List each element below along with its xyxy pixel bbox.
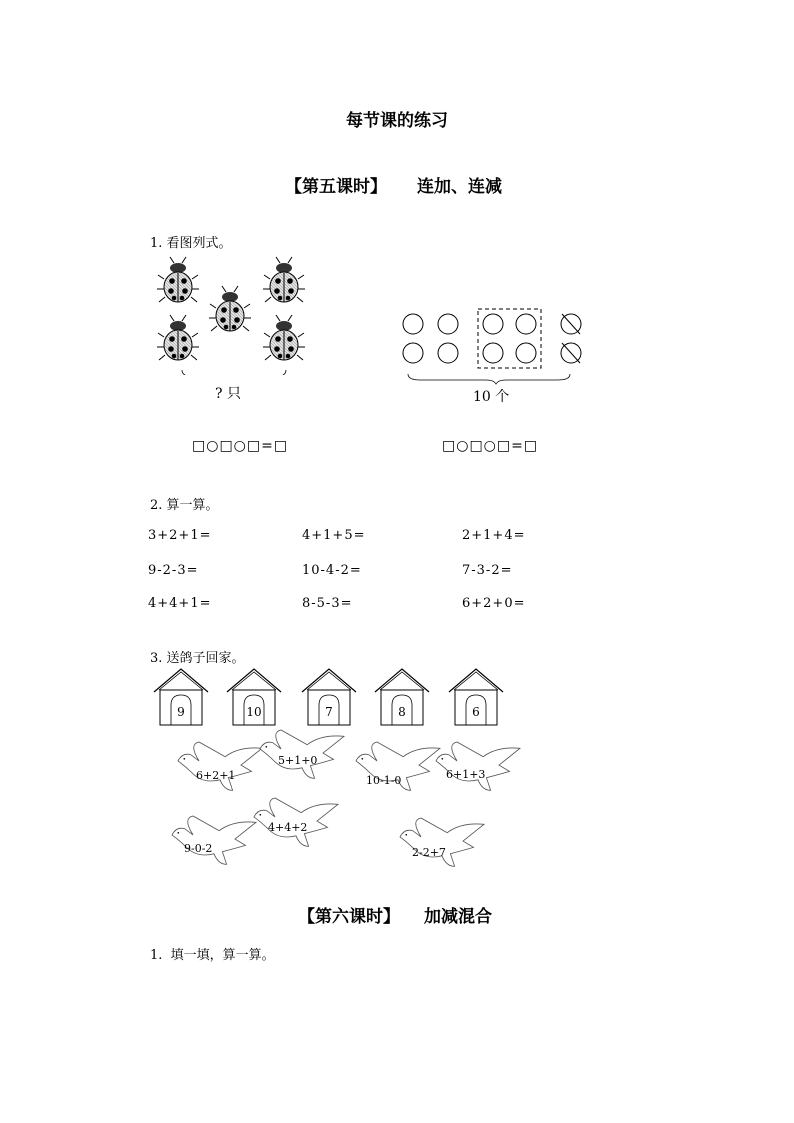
pigeons-illustration <box>160 728 525 883</box>
houses-illustration <box>152 665 512 727</box>
calc-expression: 4+1+5= <box>302 528 366 543</box>
pigeon-expression: 9-0-2 <box>184 842 213 855</box>
pigeon[interactable] <box>172 816 256 864</box>
calc-expression: 6+2+0= <box>462 596 526 611</box>
calc-expression: 10-4-2= <box>302 563 362 578</box>
page-title: 每节课的练习 <box>346 111 448 131</box>
pigeon-expression: 5+1+0 <box>278 754 318 767</box>
pigeon-expression: 2-2+7 <box>412 846 446 859</box>
pigeon[interactable] <box>400 818 484 866</box>
calc-expression: 3+2+1= <box>148 528 212 543</box>
question-3-label: 3. 送鸽子回家。 <box>150 651 245 666</box>
pigeon-expression: 4+4+2 <box>268 821 308 834</box>
lesson6-question-1-label: 1. 填一填，算一算。 <box>150 948 275 963</box>
question-2-label: 2. 算一算。 <box>150 498 219 513</box>
lesson5-topic: 连加、连减 <box>417 177 502 197</box>
lesson5-heading: 【第五课时】 <box>285 177 387 197</box>
ladybug-illustration <box>150 255 310 375</box>
circles-caption: 10 个 <box>473 389 510 405</box>
calc-expression: 7-3-2= <box>462 563 513 578</box>
house-number: 10 <box>246 705 262 719</box>
pigeon[interactable] <box>436 742 520 790</box>
calc-expression: 2+1+4= <box>462 528 526 543</box>
pigeon[interactable] <box>178 742 262 790</box>
lesson6-topic: 加减混合 <box>424 907 492 927</box>
question-1-label: 1. 看图列式。 <box>150 236 232 251</box>
pigeon-expression: 10-1-0 <box>366 774 402 787</box>
house-number: 6 <box>472 705 480 719</box>
pigeon-expression: 6+2+1 <box>196 769 236 782</box>
circles-equation-blank[interactable]: □○□○□=□ <box>442 438 539 454</box>
pigeon-expression: 6+1+3 <box>446 768 486 781</box>
calc-expression: 8-5-3= <box>302 596 353 611</box>
house-number: 7 <box>325 705 333 719</box>
house-number: 9 <box>177 705 185 719</box>
ladybug-equation-blank[interactable]: □○□○□=□ <box>192 438 289 454</box>
calc-expression: 4+4+1= <box>148 596 212 611</box>
calc-expression: 9-2-3= <box>148 563 199 578</box>
lesson6-heading: 【第六课时】 <box>298 907 400 927</box>
house-number: 8 <box>398 705 406 719</box>
ladybug-caption: ? 只 <box>215 386 241 402</box>
circles-illustration <box>398 306 590 386</box>
